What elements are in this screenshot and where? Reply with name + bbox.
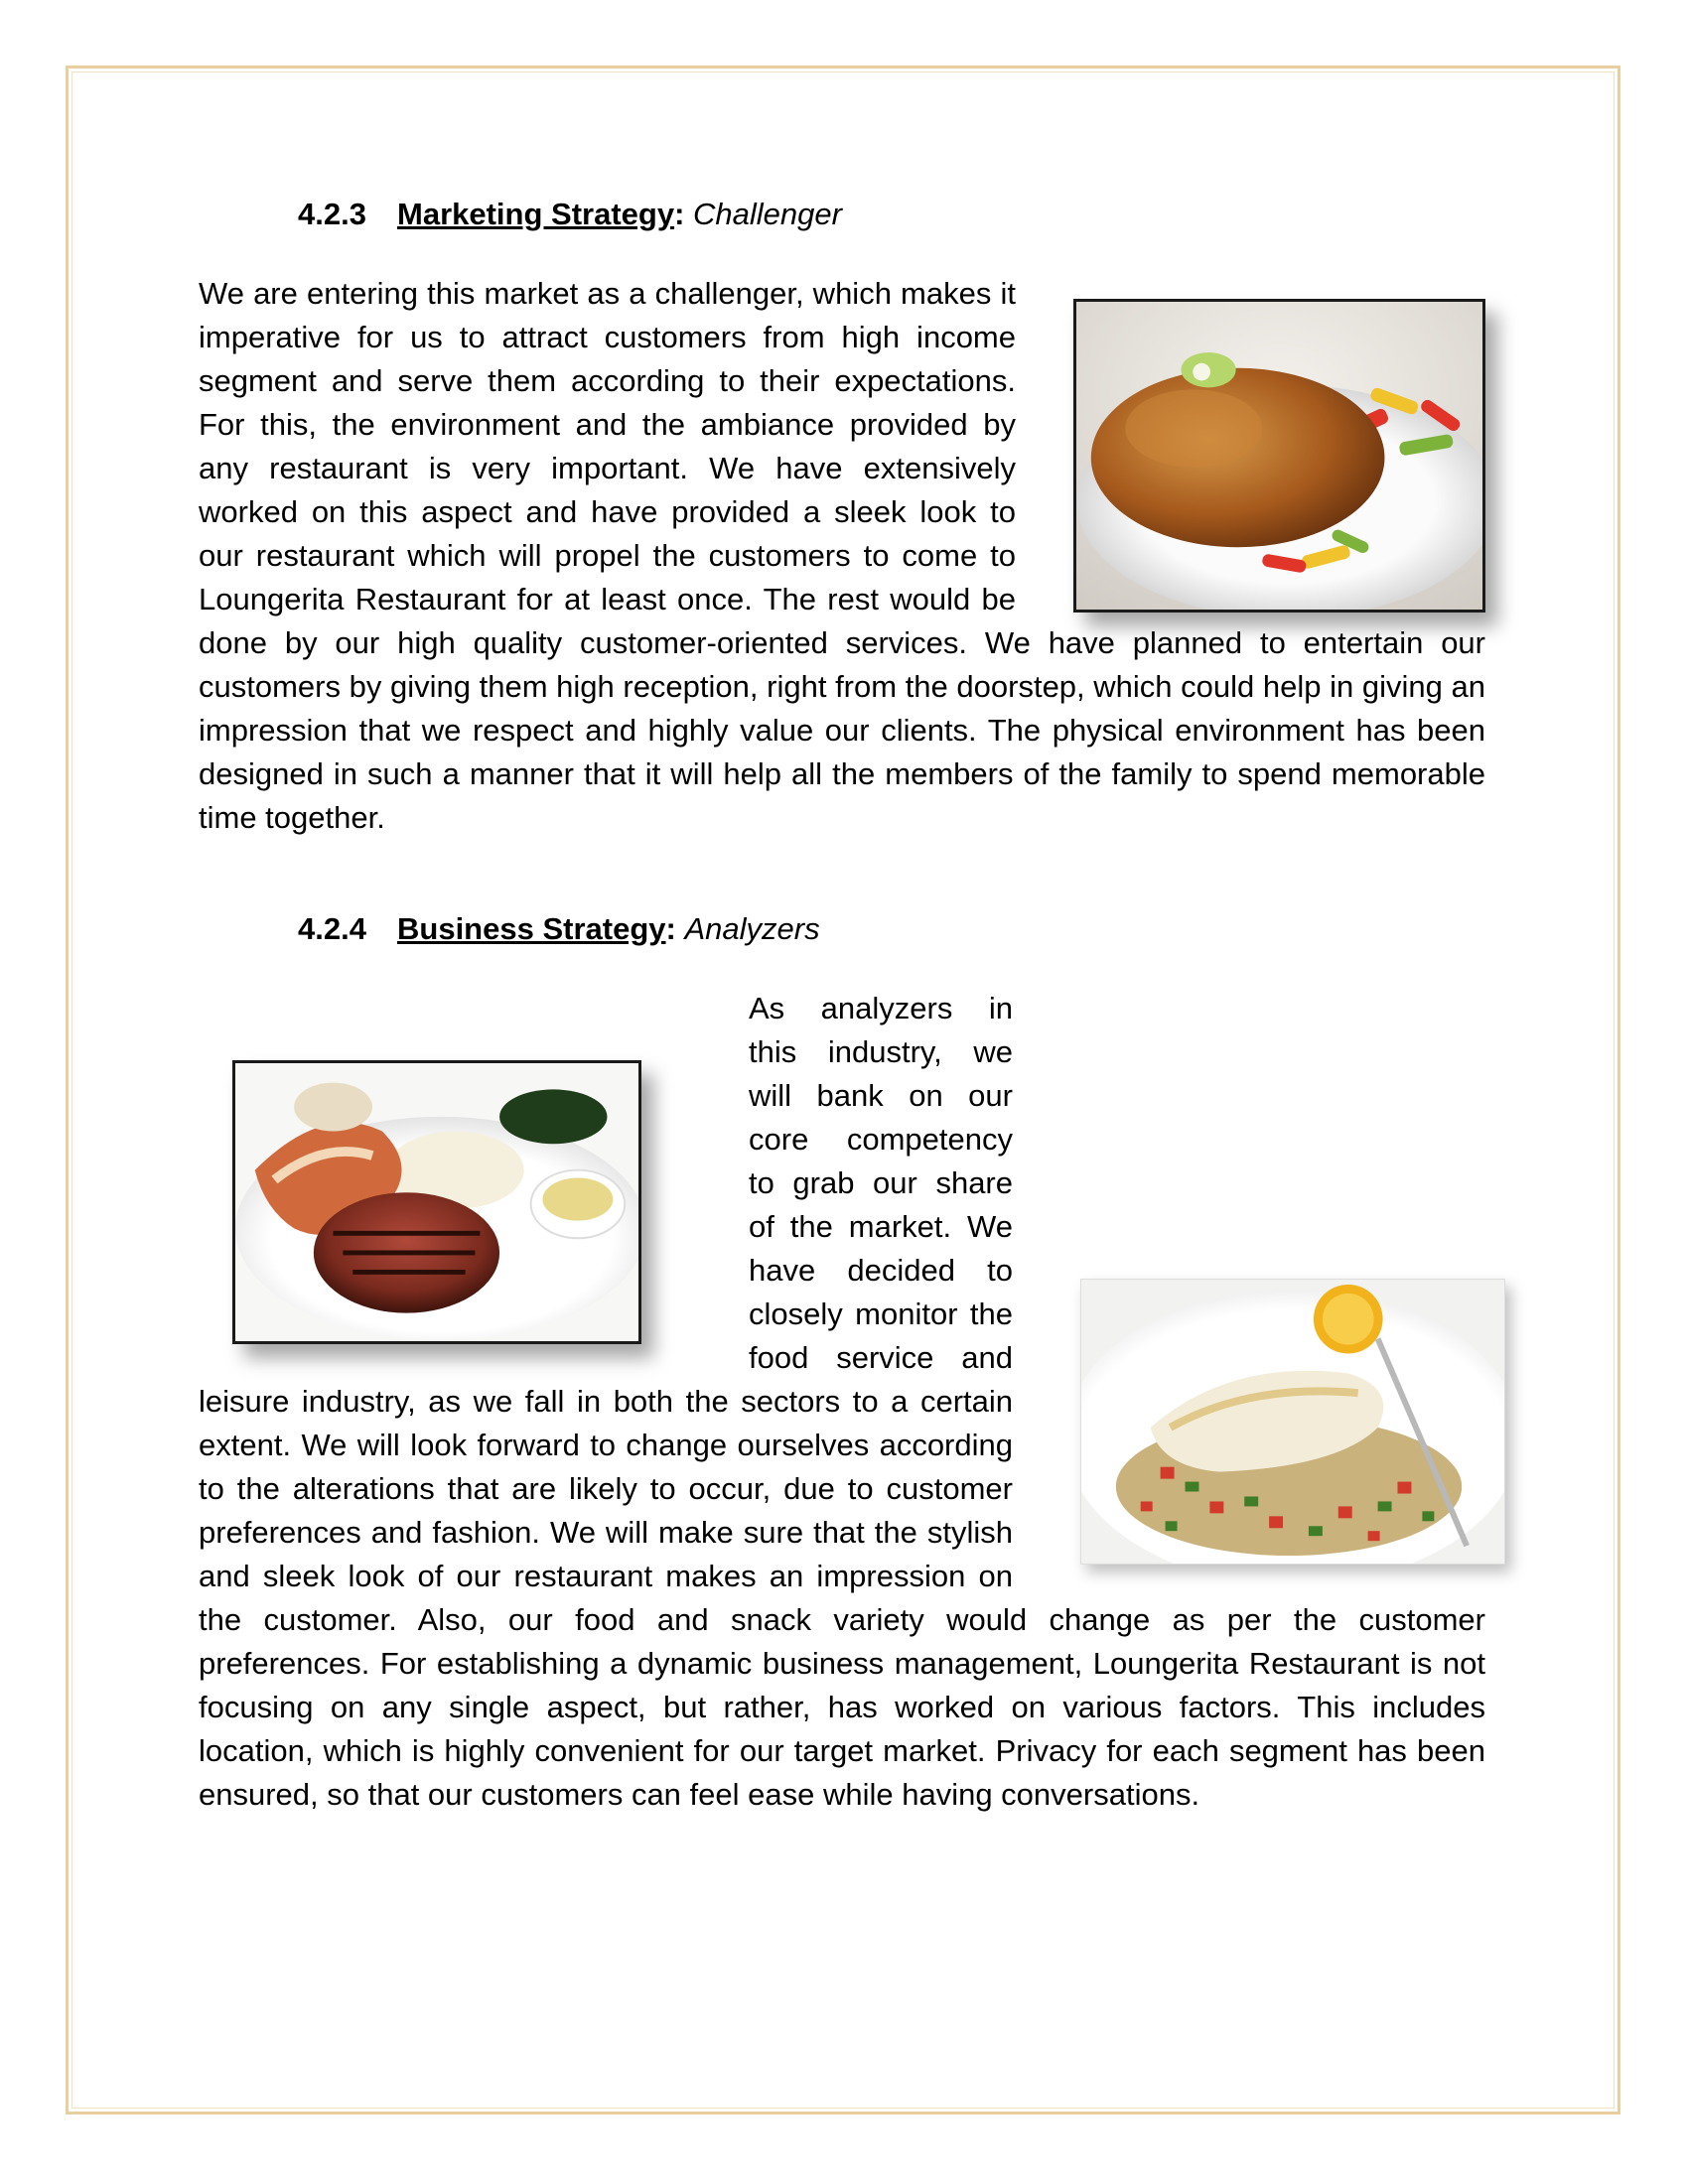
roast-chicken-photo — [1073, 299, 1485, 613]
section-title: Marketing Strategy — [397, 197, 675, 231]
section-heading-marketing-strategy — [298, 197, 842, 232]
section-colon: : — [665, 911, 676, 946]
fish-with-salad-photo — [1080, 1279, 1505, 1565]
steak-and-lobster-photo — [232, 1060, 641, 1344]
roast-chicken-figure — [1073, 299, 1485, 613]
business-strategy-paragraph: As analyzers in this industry, we will bank on our core competency to grab our share of the market. We have decided to closely monitor the food service and leisure industry, as we fall in both the sectors to a certain extent. We will look forward to change ourselves according to the alterations that are likely to occur, due to customer preferences and fashion. We will make sure that the stylish and sleek look of our restaurant makes an impression on the customer. Also, our food and snack variety would change as per the customer preferences. For establishing a dynamic business management, Loungerita Restaurant is not focusing on any single aspect, but rather, has worked on various factors. This includes location, which is highly convenient for our target market. Privacy for each segment has been ensured, so that our customers can feel ease while having conversations. — [199, 991, 1485, 1812]
steak-lobster-figure — [232, 1060, 641, 1344]
section-title: Business Strategy — [397, 911, 666, 946]
section-heading-business-strategy — [298, 911, 820, 947]
business-strategy-body — [199, 987, 1485, 1817]
fish-salad-figure — [1080, 1279, 1505, 1565]
marketing-strategy-body — [199, 272, 1485, 840]
section-strategy-type: Analyzers — [684, 911, 820, 946]
marketing-strategy-paragraph: We are entering this market as a challenger, which makes it imperative for us to attract customers from high income segment and serve them according to their expectations. For this, the environment and the ambiance provided by any restaurant is very important. We have extensively worked on this aspect and have provided a sleek look to our restaurant which will propel the customers to come to Loungerita Restaurant for at least once. The rest would be done by our high quality customer-oriented services. We have planned to entertain our customers by giving them high reception, right from the doorstep, which could help in giving an impression that we respect and highly value our clients. The physical environment has been designed in such a manner that it will help all the members of the family to spend memorable time together. — [199, 276, 1485, 835]
section-number: 4.2.4 — [298, 911, 366, 946]
section-strategy-type: Challenger — [693, 197, 842, 231]
section-colon: : — [674, 197, 685, 231]
section-number: 4.2.3 — [298, 197, 366, 231]
